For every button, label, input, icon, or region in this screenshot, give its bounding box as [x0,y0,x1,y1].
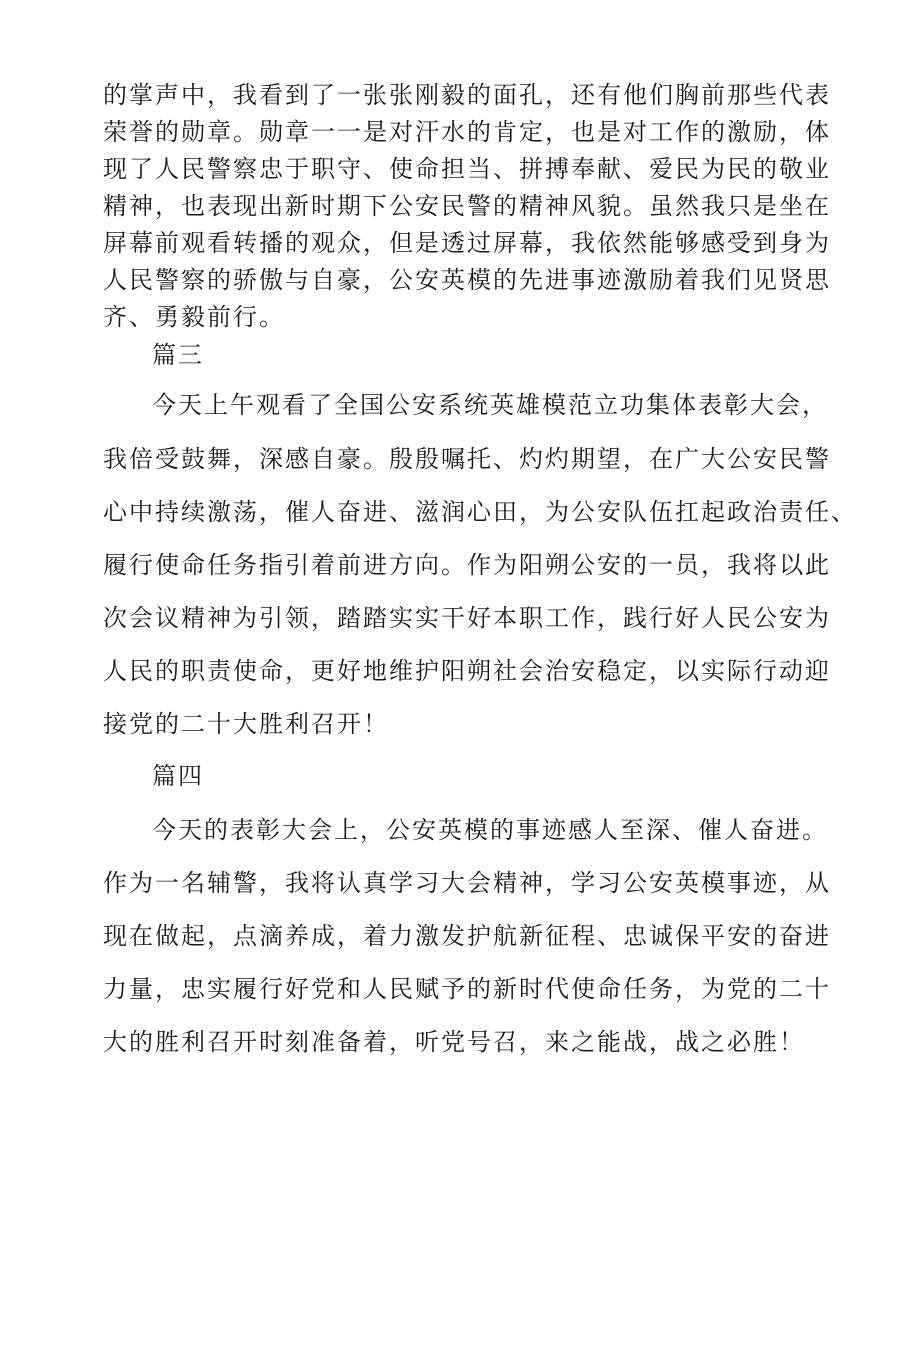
paragraph-line: 人民警察的骄傲与自豪，公安英模的先进事迹激励着我们见贤思 [103,266,831,294]
paragraph-line: 作为一名辅警，我将认真学习大会精神，学习公安英模事迹，从 [103,869,831,897]
paragraph-line: 齐、勇毅前行。 [103,303,285,331]
paragraph-line: 现在做起，点滴养成，着力激发护航新征程、忠诚保平安的奋进 [103,922,831,950]
paragraph-line: 精神，也表现出新时期下公安民警的精神风貌。虽然我只是坐在 [103,192,831,220]
paragraph-line: 大的胜利召开时刻准备着，听党号召，来之能战，战之必胜！ [103,1028,805,1056]
paragraph-line: 今天上午观看了全国公安系统英雄模范立功集体表彰大会， [152,391,828,419]
paragraph-line: 屏幕前观看转播的观众，但是透过屏幕，我依然能够感受到身为 [103,229,831,257]
paragraph-line: 人民的职责使命，更好地维护阳朔社会治安稳定，以实际行动迎 [103,657,831,685]
section-heading: 篇三 [152,341,204,369]
paragraph-line: 现了人民警察忠于职守、使命担当、拼搏奉献、爱民为民的敬业 [103,155,831,183]
paragraph-line: 接党的二十大胜利召开！ [103,710,389,738]
paragraph-line: 力量，忠实履行好党和人民赋予的新时代使命任务，为党的二十 [103,975,831,1003]
paragraph-line: 次会议精神为引领，踏踏实实干好本职工作，践行好人民公安为 [103,604,831,632]
section-heading: 篇四 [152,762,204,790]
paragraph-line: 今天的表彰大会上，公安英模的事迹感人至深、催人奋进。 [152,816,828,844]
paragraph-line: 心中持续激荡，催人奋进、滋润心田，为公安队伍扛起政治责任、 [103,498,857,526]
paragraph-line: 我倍受鼓舞，深感自豪。殷殷嘱托、灼灼期望，在广大公安民警 [103,445,831,473]
paragraph-line: 荣誉的勋章。勋章一一是对汗水的肯定，也是对工作的激励，体 [103,118,831,146]
paragraph-line: 履行使命任务指引着前进方向。作为阳朔公安的一员，我将以此 [103,551,831,579]
paragraph-line: 的掌声中，我看到了一张张刚毅的面孔，还有他们胸前那些代表 [103,81,831,109]
